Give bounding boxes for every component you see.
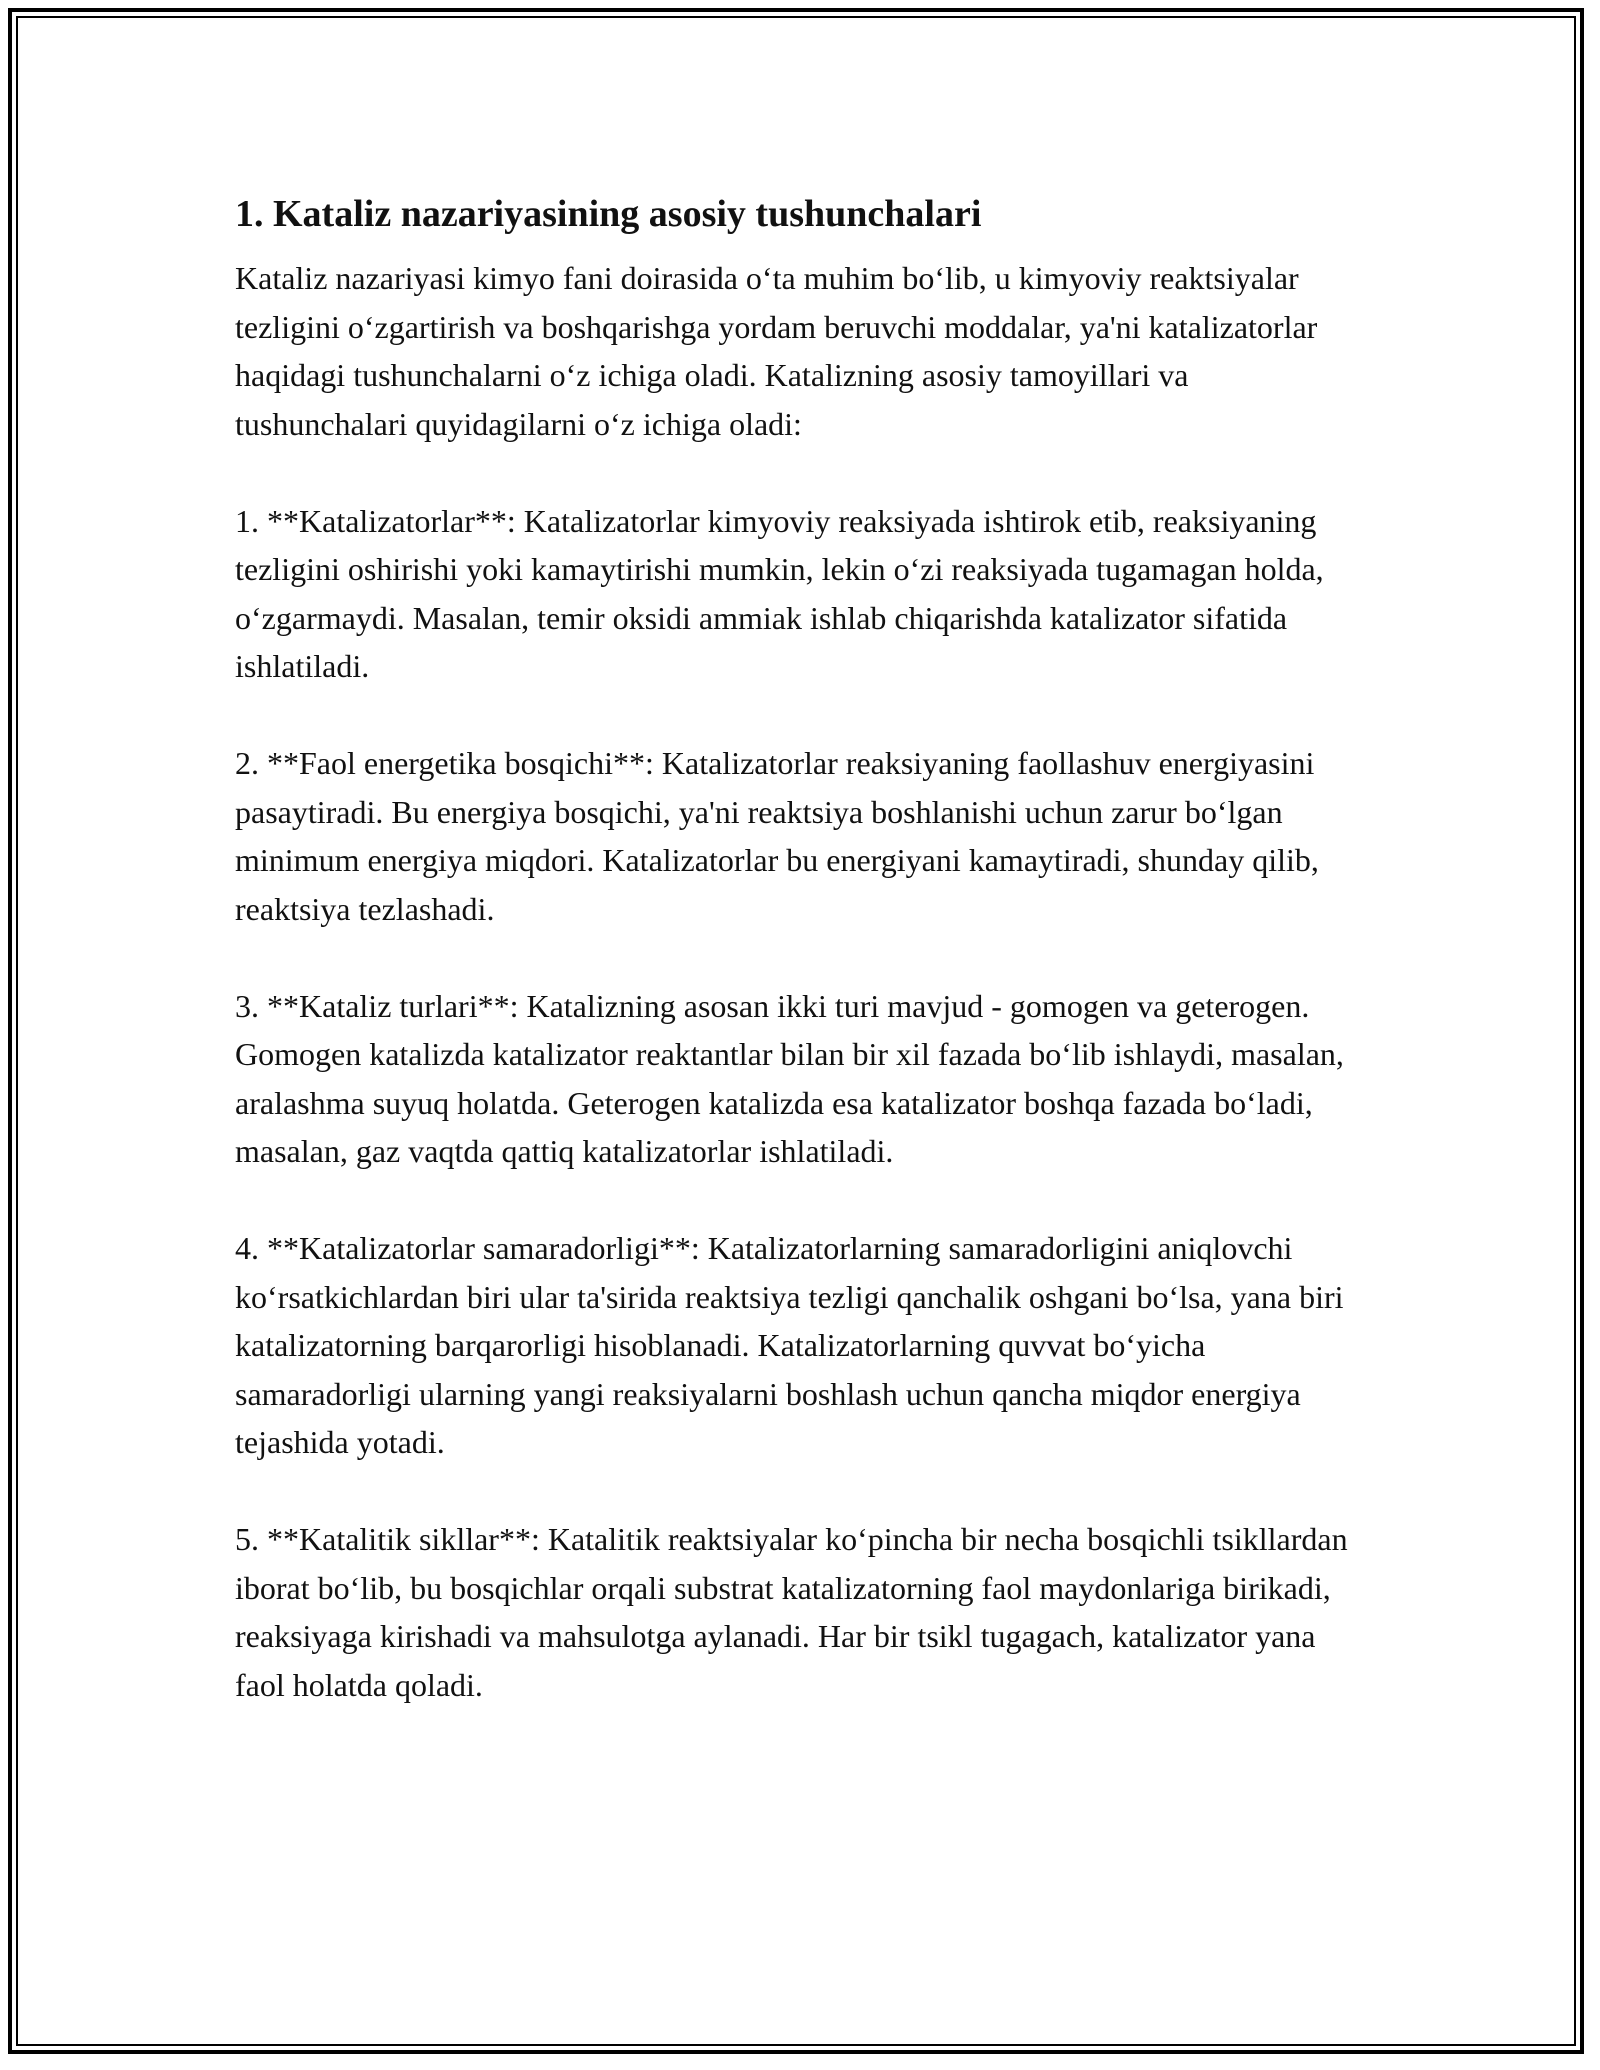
document-body — [235, 186, 1365, 1758]
intro-paragraph: Kataliz nazariyasi kimyo fani doirasida o‘ta muhim bo‘lib, u kimyoviy reaktsiyalar tezligini o‘zgartirish va boshqarishga yordam beruvchi moddalar, ya'ni katalizatorlar haqidagi tushunchalarni o‘z ichiga oladi. Katalizning asosiy tamoyillari va tushunchalari quyidagilarni o‘z ichiga oladi: — [235, 260, 1318, 442]
paragraph-kataliz-turlari: 3. **Kataliz turlari**: Katalizning asosan ikki turi mavjud - gomogen va geterogen. Gomogen katalizda katalizator reaktantlar bilan bir xil fazada bo‘lib ishlaydi, masalan, aralashma suyuq holatda. Geterogen katalizda esa katalizator boshqa fazada bo‘ladi, masalan, gaz vaqtda qattiq katalizatorlar ishlatiladi. — [235, 987, 1344, 1169]
paragraph-faol-energetika: 2. **Faol energetika bosqichi**: Katalizatorlar reaksiyaning faollashuv energiyasini pasaytiradi. Bu energiya bosqichi, ya'ni reaktsiya boshlanishi uchun zarur bo‘lgan minimum energiya miqdori. Katalizatorlar bu energiyani kamaytiradi, shunday qilib, reaktsiya tezlashadi. — [235, 745, 1319, 927]
document-title: 1. Kataliz nazariyasining asosiy tushunchalari — [235, 193, 982, 235]
paragraph-samaradorlik: 4. **Katalizatorlar samaradorligi**: Katalizatorlarning samaradorligini aniqlovchi ko‘rsatkichlardan biri ular ta'sirida reaktsiya tezligi qanchalik oshgani bo‘lsa, yana biri katalizatorning barqarorligi hisoblanadi. Katalizatorlarning quvvat bo‘yicha samaradorligi ularning yangi reaksiyalarni boshlash uchun qancha miqdor energiya tejashida yotadi. — [235, 1230, 1344, 1460]
paragraph-katalizatorlar: 1. **Katalizatorlar**: Katalizatorlar kimyoviy reaksiyada ishtirok etib, reaksiyaning tezligini oshirishi yoki kamaytirishi mumkin, lekin o‘zi reaksiyada tugamagan holda, o‘zgarmaydi. Masalan, temir oksidi ammiak ishlab chiqarishda katalizator sifatida ishlatiladi. — [235, 502, 1324, 684]
paragraph-katalitik-sikllar: 5. **Katalitik sikllar**: Katalitik reaktsiyalar ko‘pincha bir necha bosqichli tsikllardan iborat bo‘lib, bu bosqichlar orqali substrat katalizatorning faol maydonlariga birikadi, reaksiyaga kirishadi va mahsulotga aylanadi. Har bir tsikl tugagach, katalizator yana faol holatda qoladi. — [235, 1521, 1348, 1703]
